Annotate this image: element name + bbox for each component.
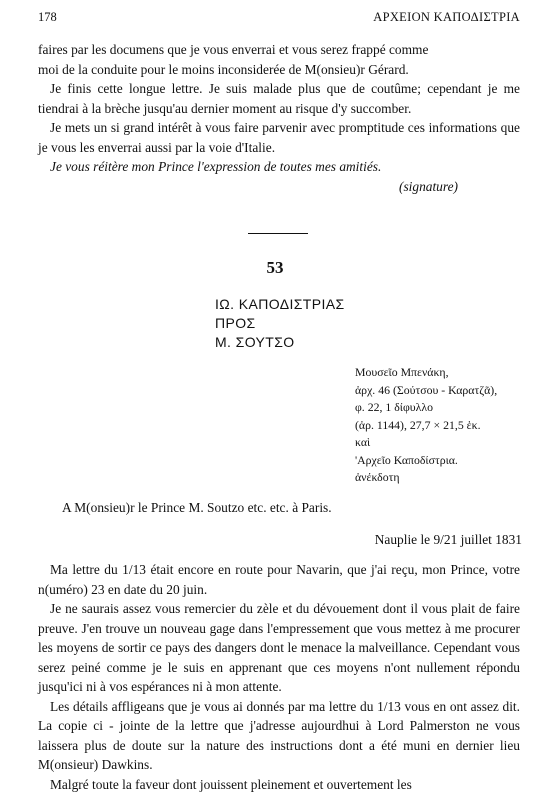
source-line-3: φ. 22, 1 δίφυλλο [355, 400, 433, 414]
running-title: ΑΡΧΕΙΟΝ ΚΑΠΟΔΙΣΤΡΙΑ [373, 10, 520, 24]
source-line-6: 'Αρχεῖο Καποδίστρια. [355, 452, 458, 467]
body-paragraph-4: Malgré toute la faveur dont jouissent pleinement et ouvertement les [50, 776, 412, 792]
body-paragraph-3: Les détails affligeans que je vous ai donnés par ma lettre du 1/13 vous en ont assez dit. La copie ci - jointe de la lettre que j'adresse aujourdhui à Lord Palmerston ne vous laissera plus de doute sur la nature des instructions dont a été muni en dernier lieu M(onsieur) Dawkins. [38, 698, 520, 772]
source-line-1: Μουσεῖο Μπενάκη, [355, 365, 449, 379]
title-preposition: ΠΡΟΣ [215, 315, 256, 331]
running-header [38, 10, 520, 25]
body-paragraph-1: Ma lettre du 1/13 était encore en route pour Navarin, que j'ai reçu, mon Prince, votre n(uméro) 23 en date du 20 juin. [38, 562, 520, 597]
paragraph-illness: Je finis cette longue lettre. Je suis malade plus que de coutûme; cependant je me tiendrai à la brèche jusqu'au dernier moment au risque d'y succomber. [38, 81, 520, 116]
source-line-4: (ἀρ. 1144), 27,7 × 21,5 ἑκ. [355, 417, 481, 432]
paragraph-continuation-line-2: moi de la conduite pour le moins inconsiderée de M(onsieu)r Gérard. [38, 61, 409, 77]
signature-note: (signature) [398, 178, 458, 194]
source-line-7: ἀνέκδοτη [355, 470, 400, 484]
source-note [355, 364, 497, 487]
letter-title [215, 295, 345, 352]
closing-salutation: Je vous réitère mon Prince l'expression de toutes mes amitiés. [50, 159, 382, 174]
letter-dateline: Nauplie le 9/21 juillet 1831 [374, 532, 522, 547]
section-divider [248, 233, 308, 234]
paragraph-italy: Je mets un si grand intérêt à vous faire parvenir avec promptitude ces informations que je vous les enverrai aussi par la voie d'Italie. [38, 120, 520, 155]
body-paragraph-2: Je ne saurais assez vous remercier du zèle et du dévouement dont il vous plait de faire preuve. J'en trouve un nouveau gage dans l'empressement que vous mettez à me procurer les moyens de sortir ce pays des dangers dont le menace la malveillance. Cependant vous serez peiné comme je le suis en apprenant que ces moyens n'ont nullement répondu jusqu'ici ni à vos espérances ni à mon attente. [38, 601, 520, 694]
title-sender: ΙΩ. ΚΑΠΟΔΙΣΤΡΙΑΣ [215, 296, 345, 312]
document-number: 53 [266, 258, 284, 277]
page-number: 178 [38, 10, 57, 24]
previous-letter-ending [38, 40, 520, 196]
source-line-5: καὶ [355, 435, 371, 449]
title-recipient: Μ. ΣΟΥΤΣΟ [215, 334, 295, 350]
letter-body [38, 560, 520, 794]
source-line-2: ἀρχ. 46 (Σούτσου - Καρατζᾶ), [355, 382, 498, 397]
letter-address: A M(onsieu)r le Prince M. Soutzo etc. etc. à Paris. [62, 500, 332, 515]
paragraph-continuation-line-1: faires par les documens que je vous enverrai et vous serez frappé comme [38, 42, 429, 57]
